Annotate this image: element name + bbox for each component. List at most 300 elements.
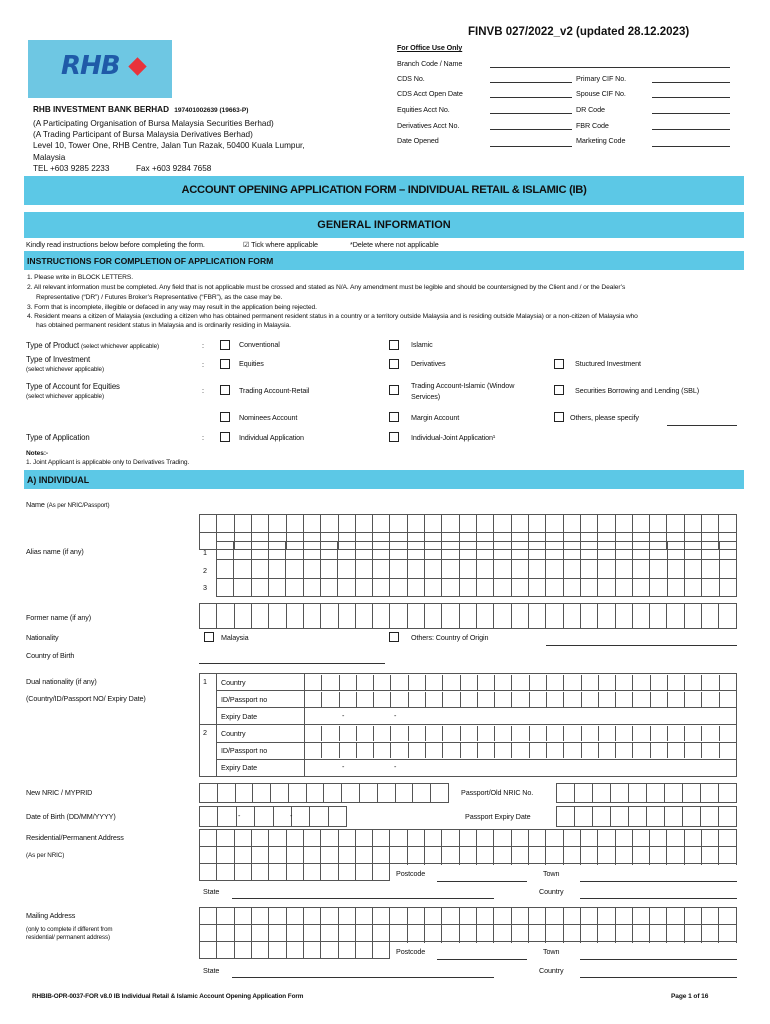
char-box[interactable] <box>424 578 441 596</box>
char-box[interactable] <box>564 743 581 758</box>
char-box[interactable] <box>720 675 736 690</box>
country-of-birth-field[interactable] <box>199 663 385 664</box>
char-box[interactable] <box>459 847 476 864</box>
dual-2-passport-field[interactable] <box>305 742 737 759</box>
char-box[interactable] <box>286 847 303 864</box>
char-box[interactable] <box>320 560 337 578</box>
char-box[interactable] <box>546 515 563 533</box>
char-box[interactable] <box>391 675 408 690</box>
char-box[interactable] <box>200 942 217 959</box>
char-box[interactable] <box>303 604 320 629</box>
char-box[interactable] <box>355 830 372 847</box>
char-box[interactable] <box>547 726 564 741</box>
char-box[interactable] <box>478 675 495 690</box>
char-box[interactable] <box>459 830 476 847</box>
char-box[interactable] <box>409 675 426 690</box>
char-box[interactable] <box>338 925 355 942</box>
char-box[interactable] <box>338 604 355 629</box>
office-cds-field[interactable] <box>490 82 572 83</box>
char-box[interactable] <box>582 743 599 758</box>
char-box[interactable] <box>442 578 459 596</box>
char-box[interactable] <box>667 542 684 560</box>
dual-2-country-field[interactable] <box>305 725 737 742</box>
char-box[interactable] <box>702 847 719 864</box>
char-box[interactable] <box>632 578 649 596</box>
char-box[interactable] <box>200 784 218 803</box>
char-box[interactable] <box>629 784 647 803</box>
char-box[interactable] <box>633 743 650 758</box>
char-box[interactable] <box>530 743 547 758</box>
char-box[interactable] <box>530 692 547 707</box>
char-box[interactable] <box>563 847 580 864</box>
char-box[interactable] <box>390 908 407 925</box>
char-box[interactable] <box>530 675 547 690</box>
char-box[interactable] <box>546 560 563 578</box>
char-box[interactable] <box>321 830 338 847</box>
char-box[interactable] <box>391 726 408 741</box>
char-box[interactable] <box>390 578 407 596</box>
char-box[interactable] <box>372 578 389 596</box>
char-box[interactable] <box>373 864 390 881</box>
char-box[interactable] <box>390 604 407 629</box>
char-box[interactable] <box>580 830 597 847</box>
char-box[interactable] <box>407 604 424 629</box>
char-box[interactable] <box>251 604 268 629</box>
char-box[interactable] <box>494 847 511 864</box>
office-equities-field[interactable] <box>490 113 572 114</box>
char-box[interactable] <box>684 542 701 560</box>
char-box[interactable] <box>667 560 684 578</box>
char-box[interactable] <box>650 830 667 847</box>
char-box[interactable] <box>269 604 286 629</box>
char-box[interactable] <box>615 830 632 847</box>
char-box[interactable] <box>495 726 512 741</box>
char-box[interactable] <box>322 726 339 741</box>
char-box[interactable] <box>217 942 234 959</box>
char-box[interactable] <box>528 908 545 925</box>
char-box[interactable] <box>217 925 234 942</box>
trading-islamic-checkbox[interactable] <box>389 385 399 395</box>
char-box[interactable] <box>650 542 667 560</box>
char-box[interactable] <box>286 908 303 925</box>
char-box[interactable] <box>409 692 426 707</box>
dual-1-passport-field[interactable] <box>305 691 737 708</box>
char-box[interactable] <box>651 692 668 707</box>
char-box[interactable] <box>321 515 338 533</box>
char-box[interactable] <box>685 692 702 707</box>
char-box[interactable] <box>217 830 234 847</box>
char-box[interactable] <box>391 743 408 758</box>
char-box[interactable] <box>495 743 512 758</box>
char-box[interactable] <box>512 743 529 758</box>
char-box[interactable] <box>286 830 303 847</box>
char-box[interactable] <box>580 847 597 864</box>
char-box[interactable] <box>598 925 615 942</box>
char-box[interactable] <box>305 675 322 690</box>
char-box[interactable] <box>684 830 701 847</box>
char-box[interactable] <box>303 908 320 925</box>
char-box[interactable] <box>563 830 580 847</box>
char-box[interactable] <box>702 692 719 707</box>
char-box[interactable] <box>286 604 303 629</box>
char-box[interactable] <box>338 847 355 864</box>
char-box[interactable] <box>563 925 580 942</box>
char-box[interactable] <box>407 515 424 533</box>
char-box[interactable] <box>684 847 701 864</box>
char-box[interactable] <box>268 560 285 578</box>
conventional-checkbox[interactable] <box>220 340 230 350</box>
residential-state-field[interactable] <box>232 898 494 899</box>
char-box[interactable] <box>459 515 476 533</box>
char-box[interactable] <box>701 807 719 827</box>
char-box[interactable] <box>255 807 273 827</box>
char-box[interactable] <box>251 578 268 596</box>
char-box[interactable] <box>235 784 253 803</box>
char-box[interactable] <box>598 578 615 596</box>
char-box[interactable] <box>286 578 303 596</box>
char-box[interactable] <box>494 542 511 560</box>
char-box[interactable] <box>217 542 234 560</box>
char-box[interactable] <box>494 908 511 925</box>
char-box[interactable] <box>546 604 563 629</box>
char-box[interactable] <box>303 515 320 533</box>
char-box[interactable] <box>269 925 286 942</box>
joint-application-checkbox[interactable] <box>389 432 399 442</box>
char-box[interactable] <box>355 847 372 864</box>
char-box[interactable] <box>530 726 547 741</box>
char-box[interactable] <box>303 560 320 578</box>
char-box[interactable] <box>494 604 511 629</box>
char-box[interactable] <box>355 578 372 596</box>
char-box[interactable] <box>321 847 338 864</box>
char-box[interactable] <box>253 784 271 803</box>
char-box[interactable] <box>684 560 701 578</box>
char-box[interactable] <box>651 675 668 690</box>
char-box[interactable] <box>303 847 320 864</box>
char-box[interactable] <box>373 925 390 942</box>
char-box[interactable] <box>616 743 633 758</box>
char-box[interactable] <box>650 578 667 596</box>
char-box[interactable] <box>702 726 719 741</box>
char-box[interactable] <box>650 515 667 533</box>
char-box[interactable] <box>251 925 268 942</box>
char-box[interactable] <box>374 743 391 758</box>
char-box[interactable] <box>234 942 251 959</box>
char-box[interactable] <box>702 578 719 596</box>
char-box[interactable] <box>494 925 511 942</box>
char-box[interactable] <box>702 604 719 629</box>
char-box[interactable] <box>461 692 478 707</box>
char-box[interactable] <box>563 542 580 560</box>
char-box[interactable] <box>563 908 580 925</box>
char-box[interactable] <box>251 542 268 560</box>
char-box[interactable] <box>459 560 476 578</box>
char-box[interactable] <box>615 578 632 596</box>
char-box[interactable] <box>512 726 529 741</box>
retail-checkbox[interactable] <box>220 385 230 395</box>
char-box[interactable] <box>407 830 424 847</box>
char-box[interactable] <box>373 515 390 533</box>
char-box[interactable] <box>459 604 476 629</box>
nric-grid[interactable] <box>199 783 449 803</box>
char-box[interactable] <box>251 942 268 959</box>
char-box[interactable] <box>338 908 355 925</box>
char-box[interactable] <box>286 560 303 578</box>
char-box[interactable] <box>615 925 632 942</box>
char-box[interactable] <box>599 692 616 707</box>
char-box[interactable] <box>305 743 322 758</box>
char-box[interactable] <box>719 925 737 942</box>
char-box[interactable] <box>217 604 234 629</box>
office-dr-code-field[interactable] <box>652 113 730 114</box>
char-box[interactable] <box>598 830 615 847</box>
char-box[interactable] <box>629 807 647 827</box>
office-cds-date-field[interactable] <box>490 97 572 98</box>
char-box[interactable] <box>667 604 684 629</box>
office-derivatives-field[interactable] <box>490 129 572 130</box>
char-box[interactable] <box>683 807 701 827</box>
char-box[interactable] <box>477 847 494 864</box>
char-box[interactable] <box>217 515 234 533</box>
char-box[interactable] <box>702 908 719 925</box>
char-box[interactable] <box>390 925 407 942</box>
char-box[interactable] <box>599 726 616 741</box>
char-box[interactable] <box>251 515 268 533</box>
char-box[interactable] <box>269 864 286 881</box>
char-box[interactable] <box>615 542 632 560</box>
char-box[interactable] <box>234 864 251 881</box>
char-box[interactable] <box>234 542 251 560</box>
char-box[interactable] <box>598 908 615 925</box>
char-box[interactable] <box>291 807 309 827</box>
char-box[interactable] <box>426 675 443 690</box>
char-box[interactable] <box>651 743 668 758</box>
char-box[interactable] <box>251 864 268 881</box>
char-box[interactable] <box>511 847 528 864</box>
char-box[interactable] <box>303 864 320 881</box>
dual-1-country-field[interactable] <box>305 674 737 691</box>
char-box[interactable] <box>234 908 251 925</box>
char-box[interactable] <box>719 908 737 925</box>
char-box[interactable] <box>374 692 391 707</box>
char-box[interactable] <box>719 604 737 629</box>
char-box[interactable] <box>477 908 494 925</box>
char-box[interactable] <box>407 560 424 578</box>
char-box[interactable] <box>200 925 217 942</box>
char-box[interactable] <box>684 925 701 942</box>
char-box[interactable] <box>557 784 575 803</box>
char-box[interactable] <box>286 925 303 942</box>
char-box[interactable] <box>373 942 390 959</box>
char-box[interactable] <box>390 847 407 864</box>
char-box[interactable] <box>511 830 528 847</box>
char-box[interactable] <box>355 515 372 533</box>
char-box[interactable] <box>685 675 702 690</box>
office-branch-field[interactable] <box>490 67 730 68</box>
char-box[interactable] <box>442 908 459 925</box>
char-box[interactable] <box>269 942 286 959</box>
char-box[interactable] <box>200 604 217 629</box>
char-box[interactable] <box>373 908 390 925</box>
char-box[interactable] <box>425 847 442 864</box>
char-box[interactable] <box>720 743 736 758</box>
char-box[interactable] <box>355 864 372 881</box>
char-box[interactable] <box>477 515 494 533</box>
char-box[interactable] <box>320 542 337 560</box>
char-box[interactable] <box>632 560 649 578</box>
char-box[interactable] <box>321 908 338 925</box>
char-box[interactable] <box>598 604 615 629</box>
char-box[interactable] <box>546 925 563 942</box>
char-box[interactable] <box>340 692 357 707</box>
char-box[interactable] <box>407 578 424 596</box>
char-box[interactable] <box>342 784 360 803</box>
char-box[interactable] <box>719 560 736 578</box>
char-box[interactable] <box>564 726 581 741</box>
dob-grid[interactable] <box>199 806 347 827</box>
char-box[interactable] <box>580 908 597 925</box>
char-box[interactable] <box>200 515 217 533</box>
char-box[interactable] <box>426 726 443 741</box>
char-box[interactable] <box>426 743 443 758</box>
char-box[interactable] <box>633 692 650 707</box>
char-box[interactable] <box>702 925 719 942</box>
char-box[interactable] <box>683 784 701 803</box>
char-box[interactable] <box>580 542 597 560</box>
char-box[interactable] <box>321 925 338 942</box>
char-box[interactable] <box>324 784 342 803</box>
mailing-country-field[interactable] <box>580 977 737 978</box>
char-box[interactable] <box>251 847 268 864</box>
char-box[interactable] <box>372 560 389 578</box>
char-box[interactable] <box>321 864 338 881</box>
char-box[interactable] <box>632 925 649 942</box>
char-box[interactable] <box>360 784 378 803</box>
dual-1-expiry-field[interactable] <box>305 708 737 725</box>
office-date-opened-field[interactable] <box>490 146 572 147</box>
char-box[interactable] <box>303 542 320 560</box>
char-box[interactable] <box>442 542 459 560</box>
char-box[interactable] <box>632 542 649 560</box>
char-box[interactable] <box>702 743 719 758</box>
char-box[interactable] <box>546 908 563 925</box>
char-box[interactable] <box>200 830 217 847</box>
char-box[interactable] <box>647 784 665 803</box>
char-box[interactable] <box>407 908 424 925</box>
char-box[interactable] <box>494 578 511 596</box>
char-box[interactable] <box>702 830 719 847</box>
char-box[interactable] <box>580 604 597 629</box>
char-box[interactable] <box>598 560 615 578</box>
char-box[interactable] <box>668 675 685 690</box>
char-box[interactable] <box>306 784 324 803</box>
char-box[interactable] <box>650 604 667 629</box>
char-box[interactable] <box>303 578 320 596</box>
char-box[interactable] <box>477 925 494 942</box>
char-box[interactable] <box>373 830 390 847</box>
char-box[interactable] <box>650 925 667 942</box>
char-box[interactable] <box>234 560 251 578</box>
char-box[interactable] <box>547 743 564 758</box>
char-box[interactable] <box>511 908 528 925</box>
char-box[interactable] <box>286 515 303 533</box>
char-box[interactable] <box>668 726 685 741</box>
char-box[interactable] <box>593 784 611 803</box>
char-box[interactable] <box>528 515 545 533</box>
char-box[interactable] <box>217 908 234 925</box>
char-box[interactable] <box>564 675 581 690</box>
char-box[interactable] <box>269 515 286 533</box>
char-box[interactable] <box>478 692 495 707</box>
char-box[interactable] <box>442 847 459 864</box>
char-box[interactable] <box>546 542 563 560</box>
char-box[interactable] <box>702 542 719 560</box>
char-box[interactable] <box>685 743 702 758</box>
residential-postcode-field[interactable] <box>437 881 527 882</box>
char-box[interactable] <box>650 847 667 864</box>
char-box[interactable] <box>547 675 564 690</box>
char-box[interactable] <box>234 578 251 596</box>
char-box[interactable] <box>650 560 667 578</box>
char-box[interactable] <box>616 692 633 707</box>
char-box[interactable] <box>269 908 286 925</box>
office-marketing-field[interactable] <box>652 146 730 147</box>
char-box[interactable] <box>528 847 545 864</box>
char-box[interactable] <box>407 542 424 560</box>
char-box[interactable] <box>667 578 684 596</box>
char-box[interactable] <box>377 784 395 803</box>
char-box[interactable] <box>425 515 442 533</box>
char-box[interactable] <box>702 515 719 533</box>
char-box[interactable] <box>338 578 355 596</box>
char-box[interactable] <box>338 942 355 959</box>
char-box[interactable] <box>321 942 338 959</box>
char-box[interactable] <box>390 560 407 578</box>
char-box[interactable] <box>286 942 303 959</box>
char-box[interactable] <box>355 942 372 959</box>
char-box[interactable] <box>251 830 268 847</box>
individual-application-checkbox[interactable] <box>220 432 230 442</box>
char-box[interactable] <box>269 847 286 864</box>
char-box[interactable] <box>442 830 459 847</box>
char-box[interactable] <box>632 830 649 847</box>
char-box[interactable] <box>425 830 442 847</box>
char-box[interactable] <box>478 726 495 741</box>
char-box[interactable] <box>338 515 355 533</box>
char-box[interactable] <box>234 925 251 942</box>
derivatives-checkbox[interactable] <box>389 359 399 369</box>
char-box[interactable] <box>580 925 597 942</box>
char-box[interactable] <box>615 560 632 578</box>
islamic-checkbox[interactable] <box>389 340 399 350</box>
char-box[interactable] <box>667 515 684 533</box>
char-box[interactable] <box>442 604 459 629</box>
char-box[interactable] <box>409 726 426 741</box>
char-box[interactable] <box>322 743 339 758</box>
char-box[interactable] <box>476 542 493 560</box>
char-box[interactable] <box>494 830 511 847</box>
char-box[interactable] <box>303 830 320 847</box>
char-box[interactable] <box>443 743 460 758</box>
char-box[interactable] <box>546 847 563 864</box>
char-box[interactable] <box>651 726 668 741</box>
char-box[interactable] <box>461 675 478 690</box>
char-box[interactable] <box>338 542 355 560</box>
char-box[interactable] <box>303 925 320 942</box>
char-box[interactable] <box>251 908 268 925</box>
char-box[interactable] <box>615 604 632 629</box>
char-box[interactable] <box>528 830 545 847</box>
